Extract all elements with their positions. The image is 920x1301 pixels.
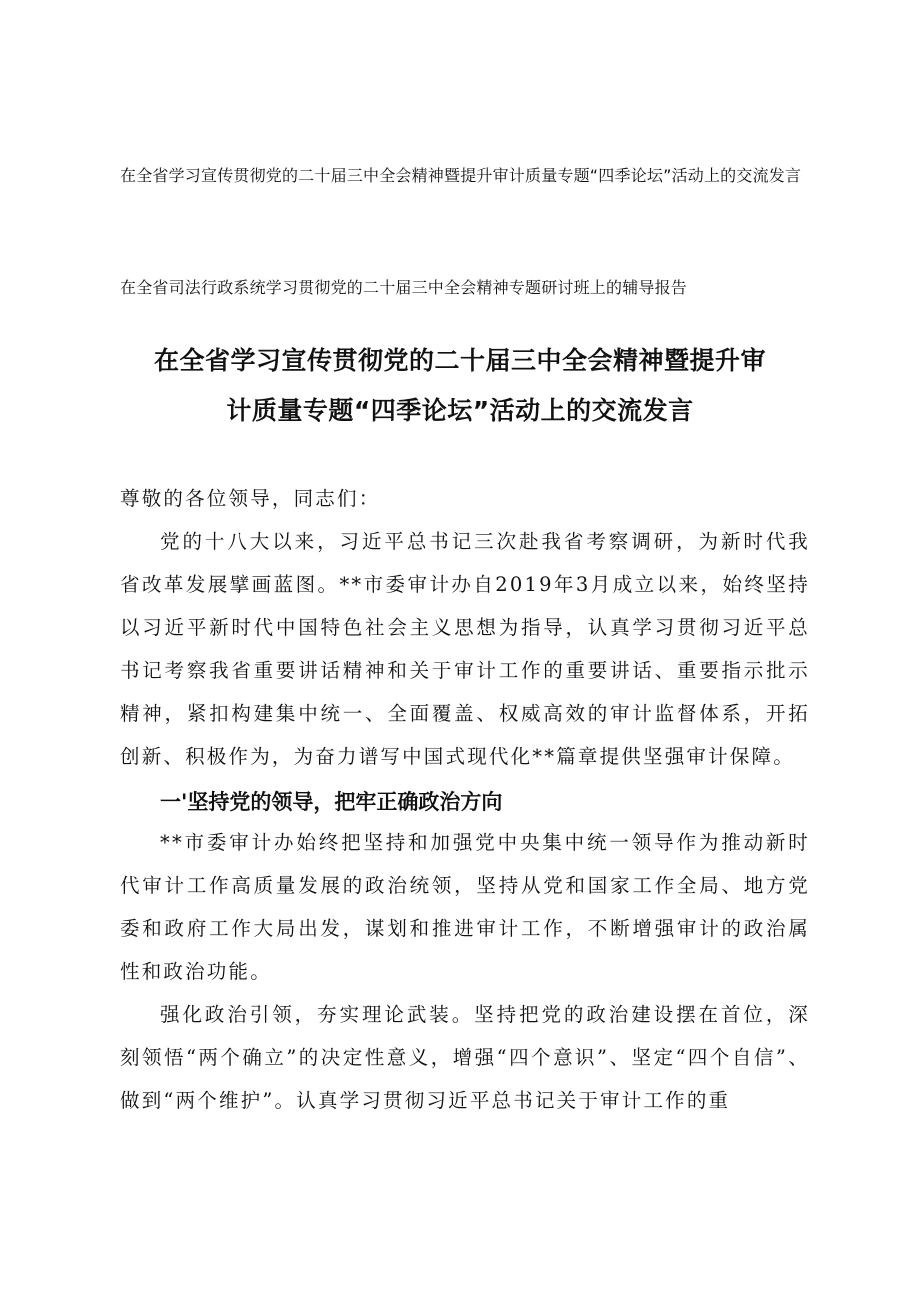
title-line-2: 计质量专题“四季论坛”活动上的交流发言 xyxy=(226,396,694,425)
paragraph-section-1: **市委审计办始终把坚持和加强党中央集中统一领导作为推动新时代审计工作高质量发展的政治统领，坚持从党和国家工作全局、地方党委和政府工作大局出发，谋划和推进审计工作，不断增强审计的政治属性和政治功能。 xyxy=(120,831,810,983)
toc-entry-judicial-seminar: 在全省司法行政系统学习贯彻党的二十届三中全会精神专题研讨班上的辅导报告 xyxy=(120,278,688,297)
title-line-1: 在全省学习宣传贯彻党的二十届三中全会精神暨提升审 xyxy=(153,346,766,375)
paragraph-political-guidance: 强化政治引领，夯实理论武装。坚持把党的政治建设摆在首位，深刻领悟“两个确立”的决定性意义，增强“四个意识”、坚定“四个自信”、做到“两个维护”。认真学习贯彻习近平总书记关于审计工作的重 xyxy=(120,1003,810,1112)
section-heading-1: 一'坚持党的领导，把牢正确政治方向 xyxy=(160,790,503,814)
document-title xyxy=(120,336,800,436)
greeting: 尊敬的各位领导，同志们： xyxy=(120,487,381,510)
toc-entry-audit-forum: 在全省学习宣传贯彻党的二十届三中全会精神暨提升审计质量专题“四季论坛”活动上的交流发言 xyxy=(120,166,802,185)
paragraph-intro: 党的十八大以来，习近平总书记三次赴我省考察调研，为新时代我省改革发展擘画蓝图。**市委审计办自2019年3月成立以来，始终坚持以习近平新时代中国特色社会主义思想为指导，认真学习贯彻习近平总书记考察我省重要讲话精神和关于审计工作的重要讲话、重要指示批示精神，紧扣构建集中统一、全面覆盖、权威高效的审计监督体系，开拓创新、积极作为，为奋力谱写中国式现代化**篇章提供坚强审计保障。 xyxy=(120,530,810,768)
